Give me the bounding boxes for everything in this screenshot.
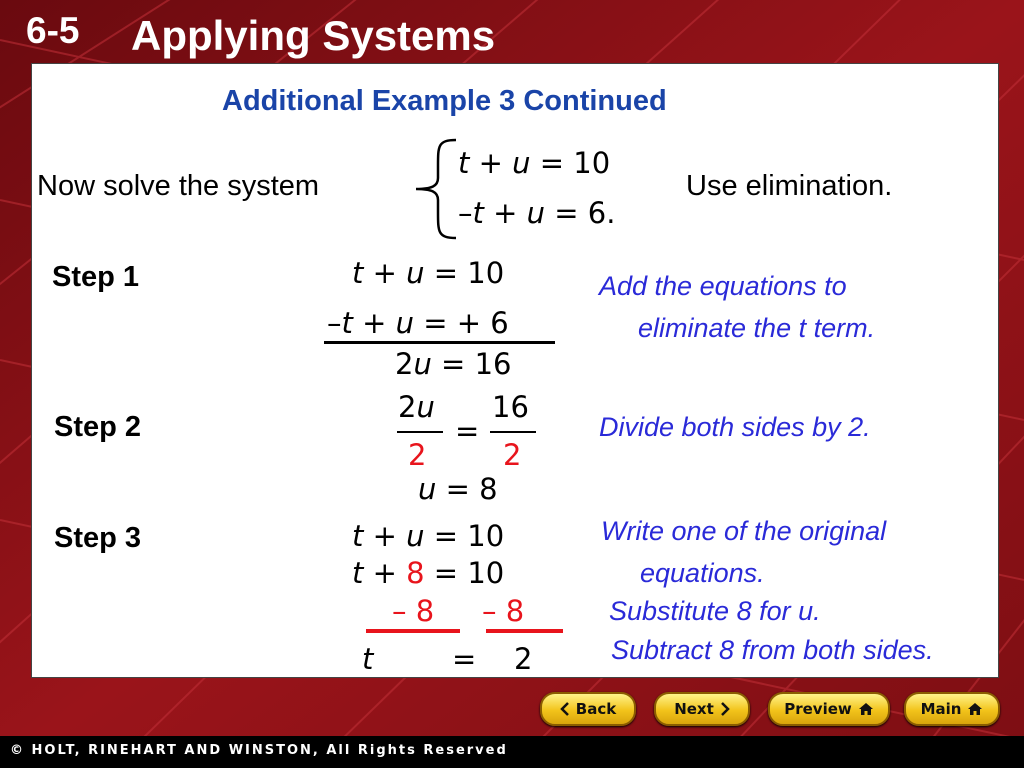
back-label: Back — [575, 700, 617, 718]
system-equation-2: –t + u = 6. — [458, 196, 616, 230]
chevron-left-icon — [560, 702, 570, 716]
copyright-text: © HOLT, RINEHART AND WINSTON, All Rights Reserved — [10, 743, 508, 758]
lesson-title: Applying Systems — [131, 12, 496, 59]
step2-result: u = 8 — [418, 472, 498, 506]
step2-note: Divide both sides by 2. — [599, 412, 871, 442]
subtract-right-line — [486, 629, 563, 633]
step3-result-equals: = — [452, 642, 477, 676]
system-equation-1: t + u = 10 — [458, 146, 611, 180]
step1-result: 2u = 16 — [395, 347, 512, 381]
step3-equation-2: t + 8 = 10 — [352, 556, 505, 590]
main-button[interactable] — [904, 692, 1000, 726]
step-3-label: Step 3 — [54, 522, 142, 554]
step3-note3: Subtract 8 from both sides. — [611, 635, 934, 665]
main-label: Main — [920, 700, 962, 718]
step1-equation-1: t + u = 10 — [352, 256, 505, 290]
subtract-left-line — [366, 629, 460, 633]
fraction-right-denominator: 2 — [503, 438, 522, 472]
chevron-right-icon — [720, 702, 730, 716]
step1-equation-2: –t + u = + 6 — [327, 306, 509, 340]
subtract-left: – 8 — [392, 594, 435, 628]
fraction-right-bar — [490, 431, 536, 433]
step3-note2: Substitute 8 for u. — [609, 596, 821, 626]
fraction-left-numerator: 2u — [398, 390, 435, 424]
fraction-right-numerator: 16 — [492, 390, 529, 424]
step3-note1-line2: equations. — [640, 558, 765, 588]
intro-prompt: Now solve the system — [37, 170, 320, 202]
home-icon — [858, 702, 874, 716]
fraction-left-denominator: 2 — [408, 438, 427, 472]
step3-result-variable: t — [362, 642, 374, 676]
next-label: Next — [674, 700, 714, 718]
brace-icon — [408, 136, 460, 242]
fraction-left-bar — [397, 431, 443, 433]
preview-label: Preview — [784, 700, 852, 718]
fraction-equals: = — [455, 414, 480, 448]
step-2-label: Step 2 — [54, 411, 142, 443]
step3-note1-line1: Write one of the original — [601, 516, 887, 546]
example-subtitle: Additional Example 3 Continued — [222, 85, 667, 117]
step3-result-value: 2 — [514, 642, 533, 676]
preview-button[interactable] — [768, 692, 890, 726]
lesson-number: 6-5 — [26, 10, 80, 51]
method-note: Use elimination. — [686, 170, 893, 202]
back-button[interactable] — [540, 692, 636, 726]
step3-equation-1: t + u = 10 — [352, 519, 505, 553]
subtract-right: – 8 — [482, 594, 525, 628]
step-1-label: Step 1 — [52, 261, 140, 293]
step1-note-line2: eliminate the t term. — [638, 313, 876, 343]
next-button[interactable] — [654, 692, 750, 726]
step1-note-line1: Add the equations to — [599, 271, 847, 301]
sum-line — [324, 341, 555, 344]
home-icon — [967, 702, 983, 716]
